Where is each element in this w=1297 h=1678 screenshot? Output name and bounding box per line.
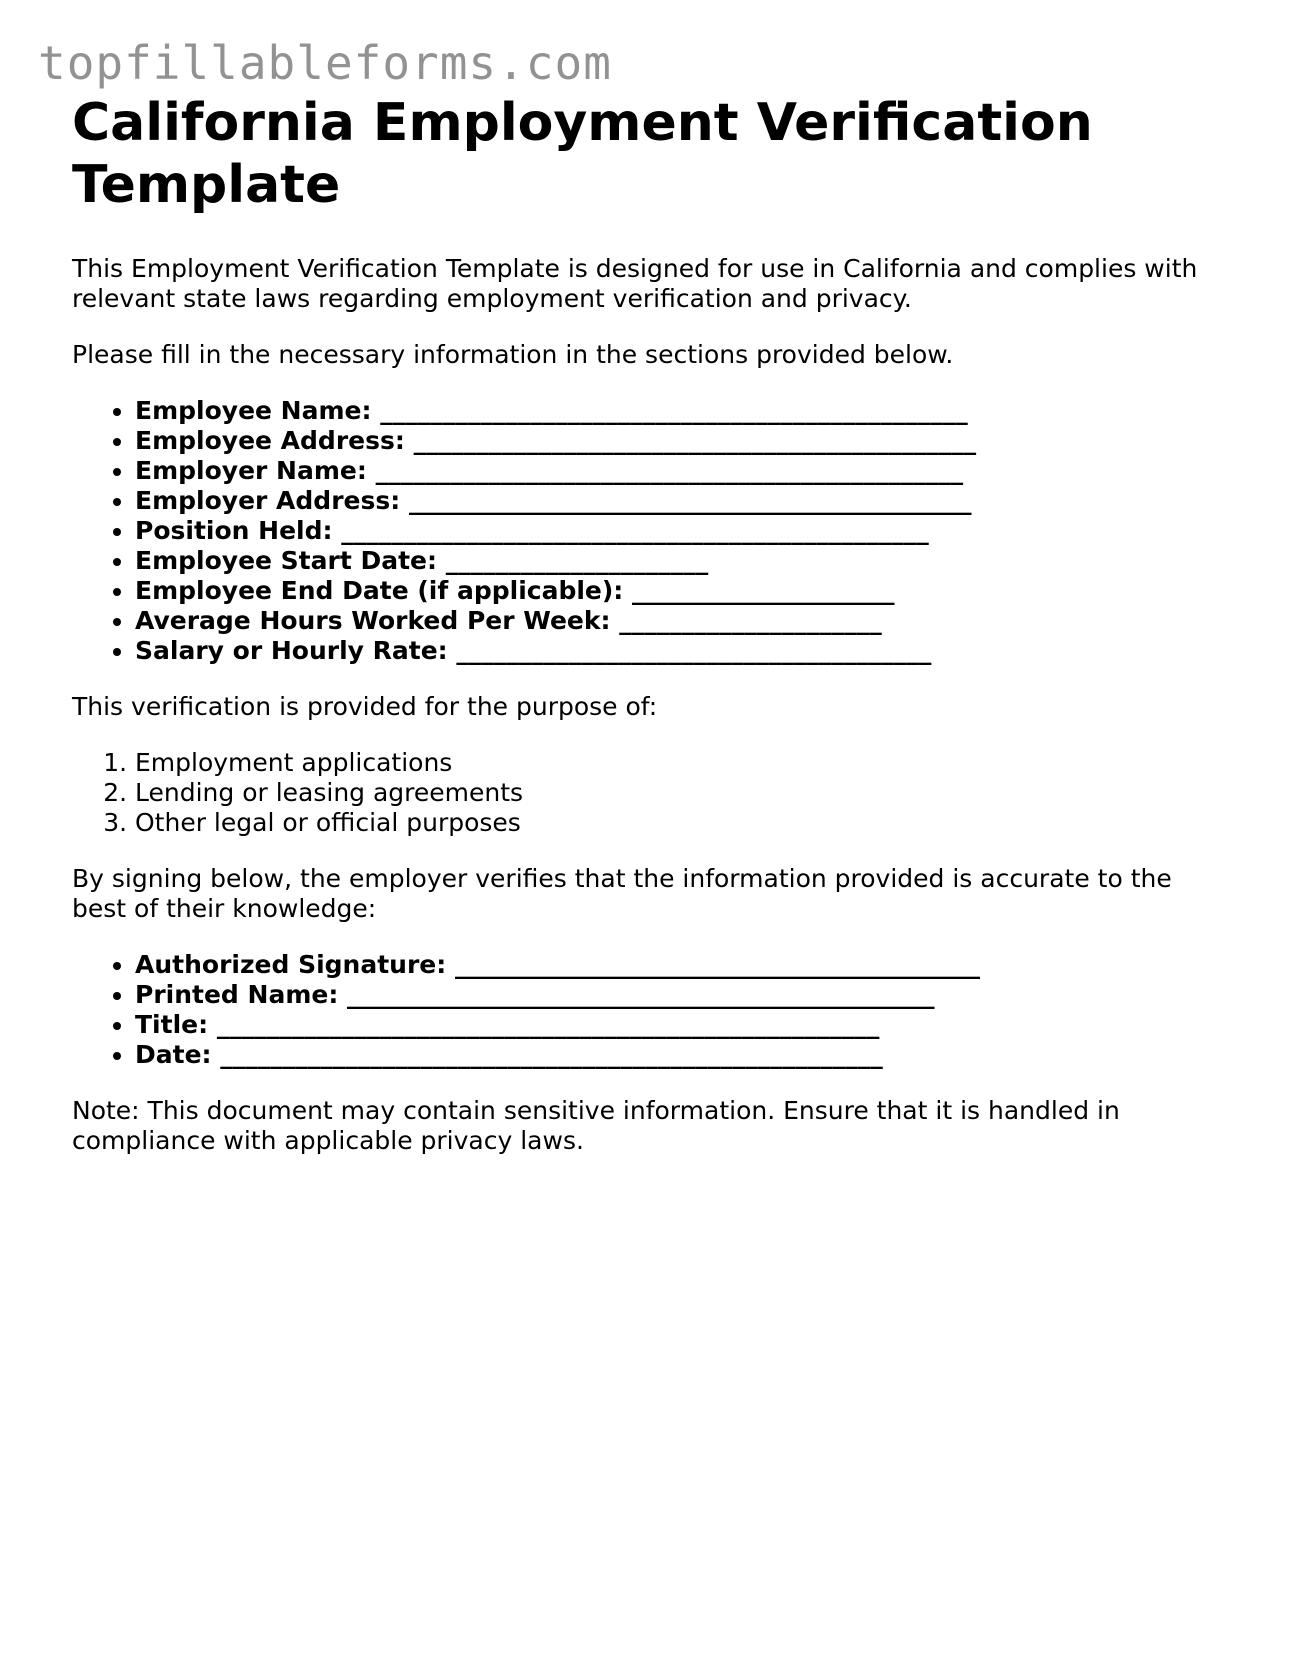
field-blank[interactable]: __________________________________________: [454, 950, 980, 979]
field-blank[interactable]: _____________________: [632, 576, 895, 605]
field-employee-name[interactable]: [135, 396, 968, 425]
field-blank[interactable]: _______________________________________________: [347, 980, 935, 1009]
field-blank[interactable]: _______________________________________________: [341, 516, 929, 545]
purpose-item: 3. Other legal or official purposes: [135, 808, 1232, 838]
field-printed-name[interactable]: [135, 980, 935, 1009]
field-average-hours[interactable]: [135, 606, 882, 635]
list-item: [135, 606, 1232, 636]
field-label: Employee End Date (if applicable):: [135, 576, 624, 605]
field-blank[interactable]: _____________________________________________: [413, 426, 977, 455]
signature-intro: By signing below, the employer verifies that the information provided is accurate to the best of their knowledge:: [72, 864, 1172, 923]
list-item: [135, 456, 1232, 486]
purpose-item: 2. Lending or leasing agreements: [135, 778, 1232, 808]
field-blank[interactable]: _______________________________________________: [380, 396, 968, 425]
field-employer-address[interactable]: [135, 486, 971, 515]
list-item: [135, 950, 1232, 980]
field-label: Employer Name:: [135, 456, 367, 485]
field-date[interactable]: [135, 1040, 883, 1069]
field-authorized-signature[interactable]: [135, 950, 980, 979]
field-blank[interactable]: _____________________: [619, 606, 882, 635]
page-title: California Employment Verification Template: [72, 93, 1093, 215]
field-end-date[interactable]: [135, 576, 895, 605]
field-label: Title:: [135, 1010, 209, 1039]
purpose-intro: This verification is provided for the purpose of:: [72, 692, 658, 721]
list-item: [135, 516, 1232, 546]
list-item: [135, 980, 1232, 1010]
field-blank[interactable]: _____________________________________________________: [220, 1040, 883, 1069]
privacy-note: Note: This document may contain sensitive information. Ensure that it is handled in compliance with applicable privacy laws.: [72, 1096, 1120, 1155]
list-item: [135, 426, 1232, 456]
field-blank[interactable]: ______________________________________: [456, 636, 932, 665]
intro-paragraph: This Employment Verification Template is designed for use in California and complies with relevant state laws regarding employment verification and privacy.: [72, 254, 1198, 313]
field-label: Average Hours Worked Per Week:: [135, 606, 611, 635]
list-item: [135, 1010, 1232, 1040]
field-position-held[interactable]: [135, 516, 929, 545]
list-item: [135, 636, 1232, 666]
field-start-date[interactable]: [135, 546, 708, 575]
list-item: [135, 546, 1232, 576]
field-label: Employee Start Date:: [135, 546, 438, 575]
employment-fields-list: [72, 396, 1232, 666]
field-label: Printed Name:: [135, 980, 339, 1009]
field-blank[interactable]: _____________________: [445, 546, 709, 575]
list-item: [135, 396, 1232, 426]
field-salary-rate[interactable]: [135, 636, 931, 665]
instructions-paragraph: Please fill in the necessary information in the sections provided below.: [72, 340, 954, 369]
signature-fields-list: [72, 950, 1232, 1070]
purpose-item: 1. Employment applications: [135, 748, 1232, 778]
field-label: Employer Address:: [135, 486, 401, 515]
field-label: Date:: [135, 1040, 212, 1069]
field-title[interactable]: [135, 1010, 879, 1039]
field-label: Salary or Hourly Rate:: [135, 636, 448, 665]
field-label: Authorized Signature:: [135, 950, 447, 979]
purposes-list: [72, 748, 1232, 838]
watermark: topfillableforms.com: [38, 36, 612, 90]
list-item: [135, 486, 1232, 516]
document-page: [72, 92, 1232, 1156]
field-label: Position Held:: [135, 516, 333, 545]
field-label: Employee Name:: [135, 396, 372, 425]
list-item: [135, 576, 1232, 606]
field-blank[interactable]: _____________________________________________________: [216, 1010, 880, 1039]
field-blank[interactable]: _____________________________________________: [408, 486, 972, 515]
field-employer-name[interactable]: [135, 456, 963, 485]
field-blank[interactable]: _______________________________________________: [375, 456, 964, 485]
field-employee-address[interactable]: [135, 426, 976, 455]
list-item: [135, 1040, 1232, 1070]
field-label: Employee Address:: [135, 426, 405, 455]
